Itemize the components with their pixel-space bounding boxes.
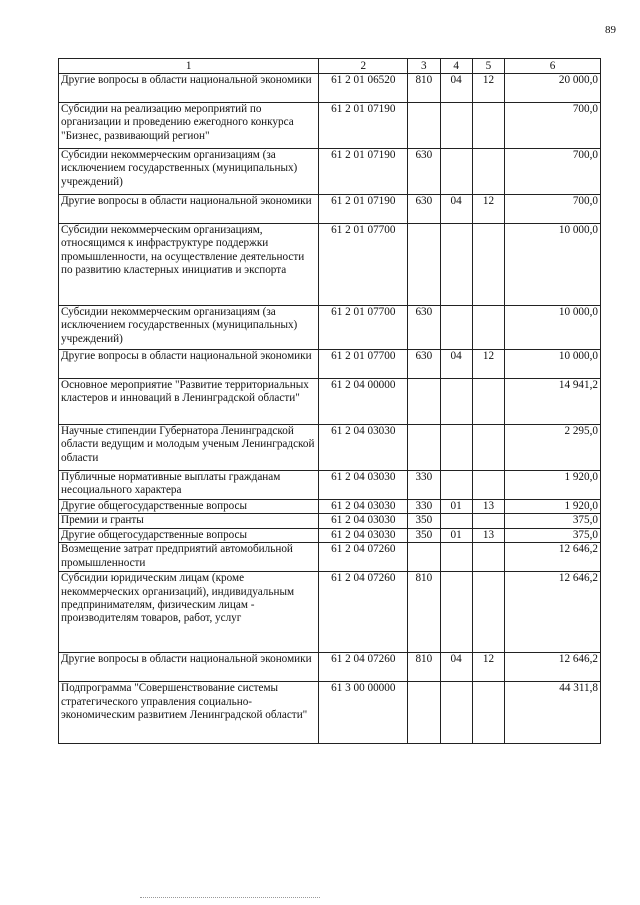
column-header: 1 xyxy=(59,59,319,74)
column-header: 2 xyxy=(319,59,408,74)
table-row xyxy=(59,103,601,149)
row-rz-cell xyxy=(440,572,472,653)
row-sum-cell: 1 920,0 xyxy=(505,500,601,514)
row-vr-cell: 630 xyxy=(408,306,440,350)
row-pr-cell xyxy=(472,103,504,149)
row-code-cell: 61 2 04 07260 xyxy=(319,572,408,653)
row-rz-cell xyxy=(440,149,472,195)
row-pr-cell xyxy=(472,543,504,572)
column-header: 3 xyxy=(408,59,440,74)
row-rz-cell xyxy=(440,103,472,149)
table-row xyxy=(59,74,601,103)
row-sum-cell: 12 646,2 xyxy=(505,543,601,572)
row-name-cell: Публичные нормативные выплаты гражданам несоциального характера xyxy=(59,471,319,500)
row-sum-cell: 700,0 xyxy=(505,149,601,195)
column-header: 6 xyxy=(505,59,601,74)
row-code-cell: 61 2 04 07260 xyxy=(319,543,408,572)
row-name-cell: Другие вопросы в области национальной экономики xyxy=(59,350,319,379)
row-sum-cell: 20 000,0 xyxy=(505,74,601,103)
row-vr-cell: 330 xyxy=(408,500,440,514)
scan-artifact xyxy=(140,897,320,900)
row-rz-cell: 04 xyxy=(440,350,472,379)
row-code-cell: 61 2 04 03030 xyxy=(319,425,408,471)
row-pr-cell: 12 xyxy=(472,350,504,379)
row-code-cell: 61 2 01 07700 xyxy=(319,306,408,350)
row-vr-cell: 330 xyxy=(408,471,440,500)
table-row xyxy=(59,572,601,653)
row-vr-cell xyxy=(408,425,440,471)
row-name-cell: Другие вопросы в области национальной экономики xyxy=(59,653,319,682)
row-pr-cell: 12 xyxy=(472,195,504,224)
row-name-cell: Другие вопросы в области национальной экономики xyxy=(59,195,319,224)
row-sum-cell: 12 646,2 xyxy=(505,653,601,682)
row-name-cell: Субсидии некоммерческим организациям, относящимся к инфраструктуре поддержки промышленности, на осуществление деятельности по развитию кластерных инициатив и экспорта xyxy=(59,224,319,306)
table-row xyxy=(59,653,601,682)
table-row xyxy=(59,306,601,350)
row-sum-cell: 10 000,0 xyxy=(505,306,601,350)
row-rz-cell xyxy=(440,543,472,572)
row-rz-cell xyxy=(440,514,472,528)
table-row xyxy=(59,500,601,514)
row-vr-cell xyxy=(408,103,440,149)
budget-table xyxy=(58,58,601,744)
row-code-cell: 61 2 04 03030 xyxy=(319,514,408,528)
row-sum-cell: 2 295,0 xyxy=(505,425,601,471)
row-pr-cell xyxy=(472,682,504,744)
row-code-cell: 61 2 01 07700 xyxy=(319,350,408,379)
row-sum-cell: 10 000,0 xyxy=(505,224,601,306)
row-pr-cell xyxy=(472,514,504,528)
row-vr-cell: 630 xyxy=(408,149,440,195)
row-code-cell: 61 2 04 07260 xyxy=(319,653,408,682)
row-rz-cell xyxy=(440,471,472,500)
row-pr-cell xyxy=(472,149,504,195)
row-vr-cell: 810 xyxy=(408,653,440,682)
row-code-cell: 61 3 00 00000 xyxy=(319,682,408,744)
row-name-cell: Субсидии юридическим лицам (кроме некоммерческих организаций), индивидуальным предпринимателям, физическим лицам - производителям товаров, работ, услуг xyxy=(59,572,319,653)
row-vr-cell: 630 xyxy=(408,350,440,379)
table-row xyxy=(59,195,601,224)
row-code-cell: 61 2 01 07190 xyxy=(319,195,408,224)
table-row xyxy=(59,379,601,425)
row-code-cell: 61 2 01 07190 xyxy=(319,103,408,149)
row-code-cell: 61 2 04 03030 xyxy=(319,528,408,542)
table-row xyxy=(59,528,601,542)
row-name-cell: Субсидии на реализацию мероприятий по организации и проведению ежегодного конкурса "Бизнес, развивающий регион" xyxy=(59,103,319,149)
row-sum-cell: 10 000,0 xyxy=(505,350,601,379)
row-rz-cell: 04 xyxy=(440,653,472,682)
row-pr-cell: 12 xyxy=(472,74,504,103)
row-name-cell: Возмещение затрат предприятий автомобильной промышленности xyxy=(59,543,319,572)
row-vr-cell: 350 xyxy=(408,528,440,542)
row-sum-cell: 375,0 xyxy=(505,528,601,542)
row-sum-cell: 700,0 xyxy=(505,195,601,224)
column-header: 4 xyxy=(440,59,472,74)
row-rz-cell: 01 xyxy=(440,528,472,542)
row-vr-cell xyxy=(408,682,440,744)
row-rz-cell xyxy=(440,682,472,744)
table-row xyxy=(59,514,601,528)
row-name-cell: Подпрограмма "Совершенствование системы стратегического управления социально-экономическим развитием Ленинградской области" xyxy=(59,682,319,744)
row-sum-cell: 700,0 xyxy=(505,103,601,149)
row-name-cell: Премии и гранты xyxy=(59,514,319,528)
table-row xyxy=(59,350,601,379)
row-vr-cell: 810 xyxy=(408,74,440,103)
column-header: 5 xyxy=(472,59,504,74)
row-sum-cell: 44 311,8 xyxy=(505,682,601,744)
row-rz-cell: 04 xyxy=(440,195,472,224)
row-code-cell: 61 2 04 00000 xyxy=(319,379,408,425)
row-rz-cell xyxy=(440,379,472,425)
row-vr-cell xyxy=(408,543,440,572)
row-rz-cell xyxy=(440,224,472,306)
row-code-cell: 61 2 01 06520 xyxy=(319,74,408,103)
row-vr-cell: 810 xyxy=(408,572,440,653)
row-code-cell: 61 2 04 03030 xyxy=(319,500,408,514)
row-rz-cell: 01 xyxy=(440,500,472,514)
row-code-cell: 61 2 01 07700 xyxy=(319,224,408,306)
row-name-cell: Основное мероприятие "Развитие территориальных кластеров и инноваций в Ленинградской области" xyxy=(59,379,319,425)
row-pr-cell xyxy=(472,471,504,500)
row-pr-cell xyxy=(472,306,504,350)
row-vr-cell: 350 xyxy=(408,514,440,528)
row-code-cell: 61 2 04 03030 xyxy=(319,471,408,500)
row-pr-cell: 13 xyxy=(472,528,504,542)
row-pr-cell xyxy=(472,379,504,425)
row-pr-cell xyxy=(472,224,504,306)
table-row xyxy=(59,682,601,744)
row-name-cell: Другие общегосударственные вопросы xyxy=(59,500,319,514)
row-pr-cell xyxy=(472,425,504,471)
row-pr-cell: 13 xyxy=(472,500,504,514)
row-sum-cell: 375,0 xyxy=(505,514,601,528)
row-rz-cell xyxy=(440,425,472,471)
row-name-cell: Научные стипендии Губернатора Ленинградской области ведущим и молодым ученым Ленинградской области xyxy=(59,425,319,471)
row-vr-cell: 630 xyxy=(408,195,440,224)
row-pr-cell: 12 xyxy=(472,653,504,682)
row-name-cell: Другие общегосударственные вопросы xyxy=(59,528,319,542)
row-name-cell: Другие вопросы в области национальной экономики xyxy=(59,74,319,103)
row-pr-cell xyxy=(472,572,504,653)
table-header-row xyxy=(59,59,601,74)
table-row xyxy=(59,224,601,306)
table-row xyxy=(59,543,601,572)
row-name-cell: Субсидии некоммерческим организациям (за исключением государственных (муниципальных) учреждений) xyxy=(59,306,319,350)
row-vr-cell xyxy=(408,379,440,425)
table-row xyxy=(59,425,601,471)
row-sum-cell: 14 941,2 xyxy=(505,379,601,425)
page-number: 89 xyxy=(605,24,616,36)
row-name-cell: Субсидии некоммерческим организациям (за исключением государственных (муниципальных) учреждений) xyxy=(59,149,319,195)
table-row xyxy=(59,149,601,195)
table-row xyxy=(59,471,601,500)
row-sum-cell: 12 646,2 xyxy=(505,572,601,653)
row-vr-cell xyxy=(408,224,440,306)
row-code-cell: 61 2 01 07190 xyxy=(319,149,408,195)
row-sum-cell: 1 920,0 xyxy=(505,471,601,500)
row-rz-cell: 04 xyxy=(440,74,472,103)
row-rz-cell xyxy=(440,306,472,350)
